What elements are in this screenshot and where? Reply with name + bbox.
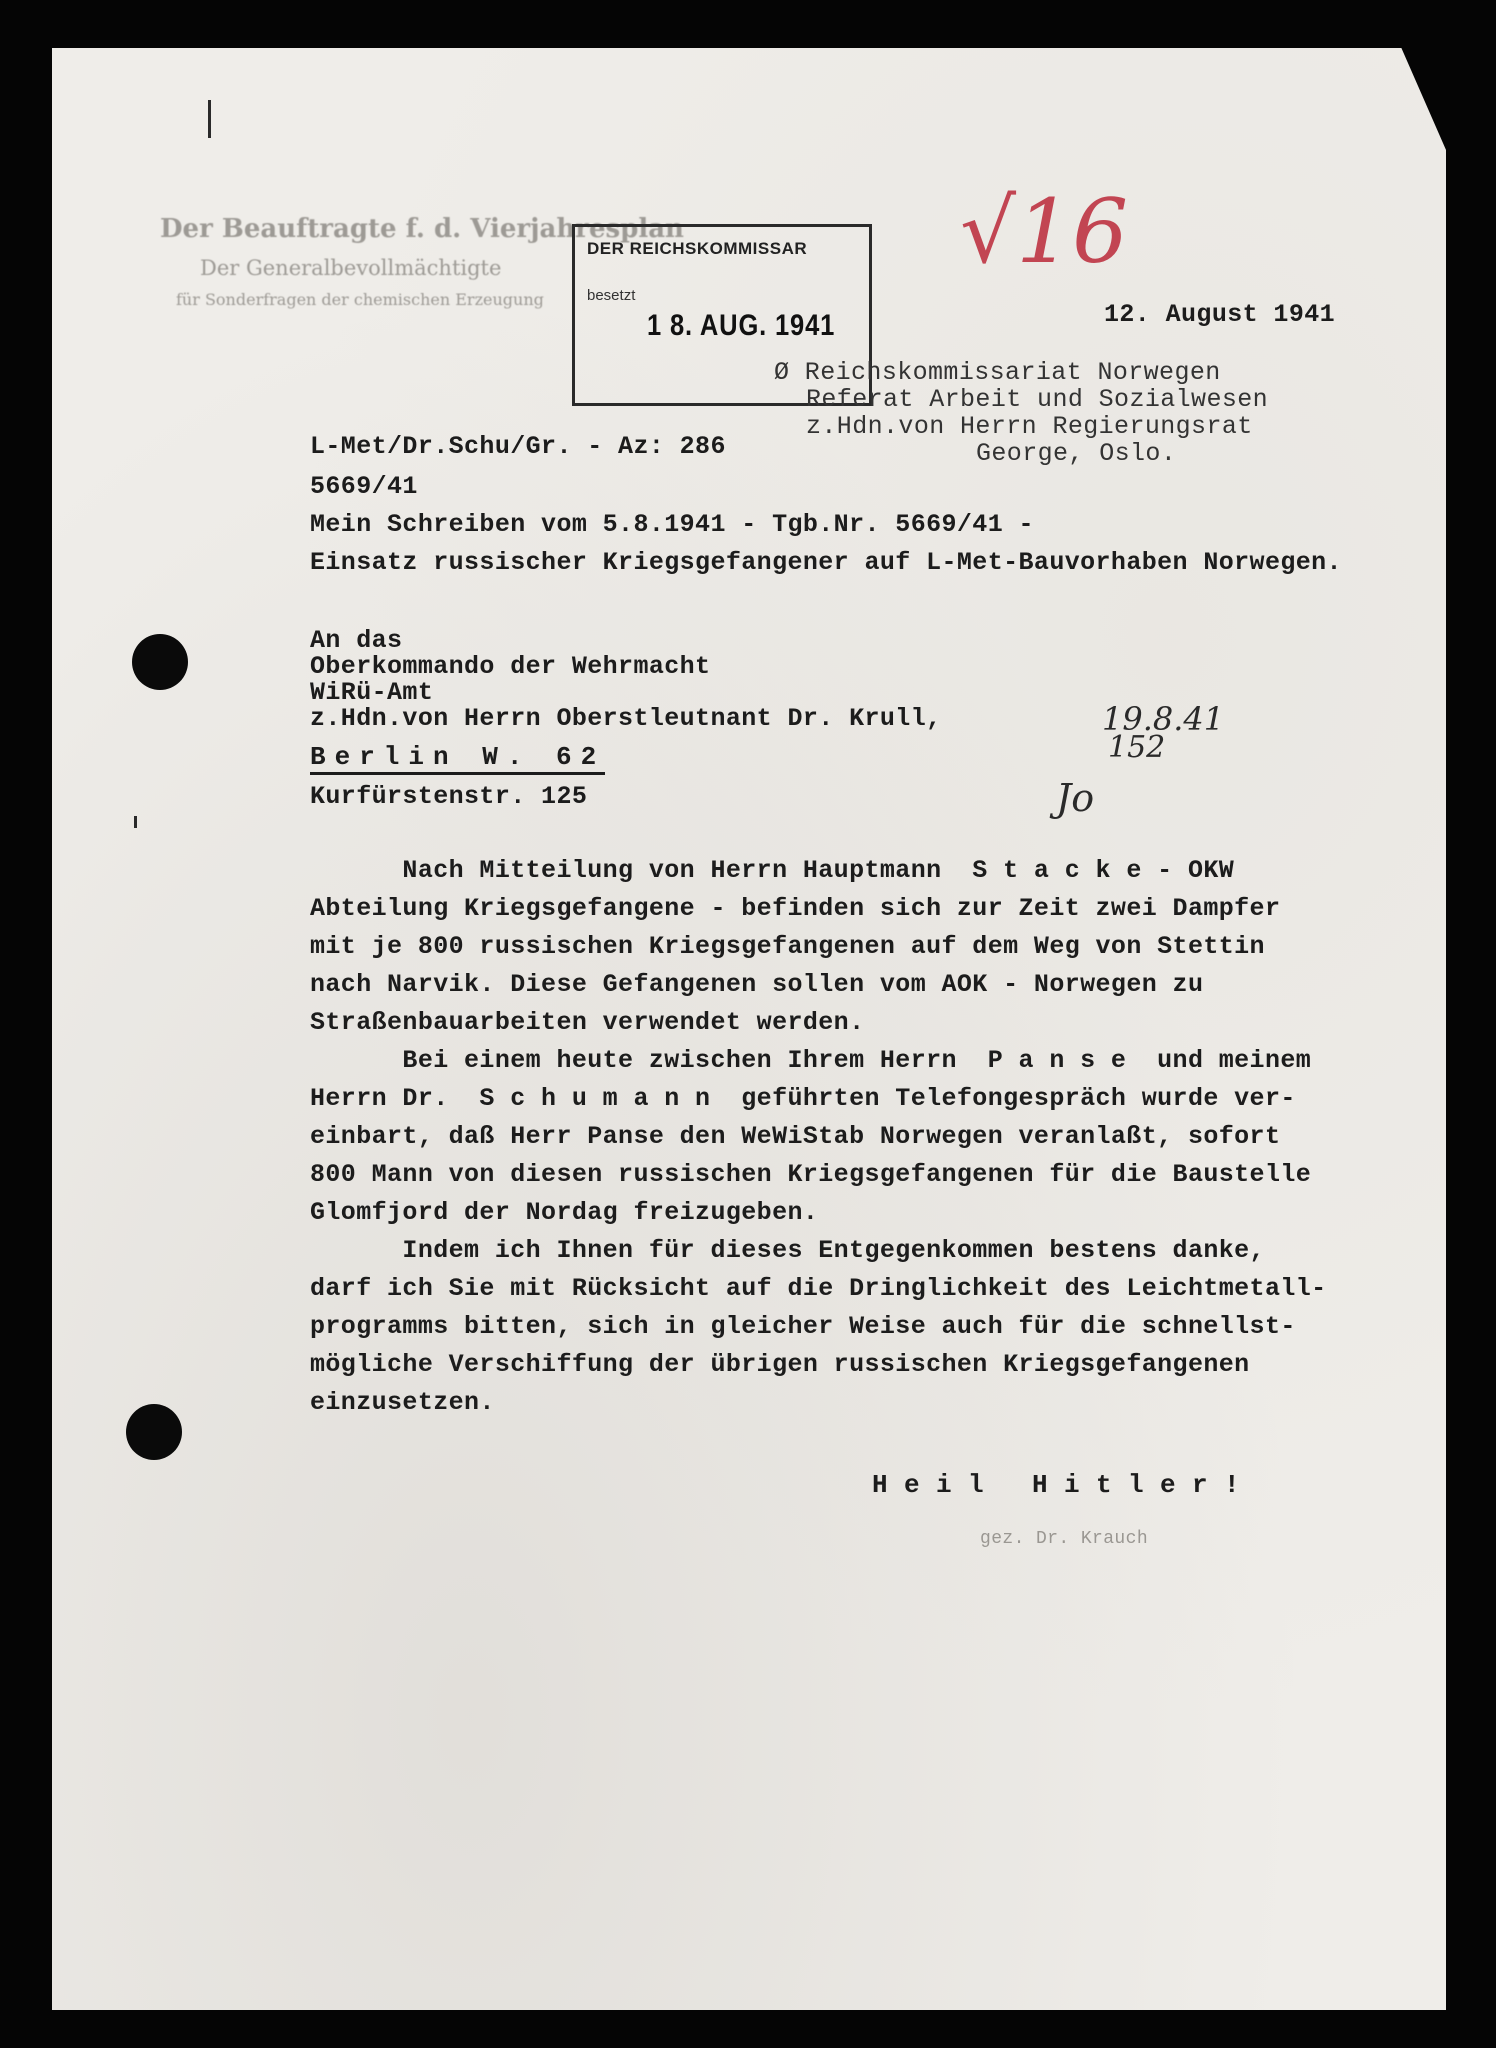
address-line-4: z.Hdn.von Herrn Oberstleutnant Dr. Krull, bbox=[310, 704, 942, 733]
address-line-3: WiRü-Amt bbox=[310, 678, 434, 707]
margin-tick bbox=[134, 816, 137, 828]
letterhead-line-2: Der Generalbevollmächtigte bbox=[200, 256, 502, 280]
stamp-date: 1 8. AUG. 1941 bbox=[647, 309, 836, 342]
reference-line-4: Einsatz russischer Kriegsgefangener auf L-Met-Bauvorhaben Norwegen. bbox=[310, 548, 1342, 577]
body-line: Nach Mitteilung von Herrn Hauptmann S t a c k e - OKW bbox=[310, 856, 1235, 885]
body-line: programms bitten, sich in gleicher Weise auch für die schnellst- bbox=[310, 1312, 1296, 1341]
letter-date: 12. August 1941 bbox=[1104, 300, 1336, 329]
reference-line-3: Mein Schreiben vom 5.8.1941 - Tgb.Nr. 5669/41 - bbox=[310, 510, 1034, 539]
body-line: Straßenbauarbeiten verwendet werden. bbox=[310, 1008, 865, 1037]
punch-hole-top bbox=[132, 634, 188, 690]
red-handwritten-mark: √16 bbox=[960, 180, 1129, 283]
reference-line-2: 5669/41 bbox=[310, 472, 418, 501]
cc-line-2: Referat Arbeit und Sozialwesen bbox=[806, 385, 1269, 414]
handwritten-note-2: 152 bbox=[1108, 730, 1166, 765]
body-line: Abteilung Kriegsgefangene - befinden sich zur Zeit zwei Dampfer bbox=[310, 894, 1281, 923]
body-line: mit je 800 russischen Kriegsgefangenen auf dem Weg von Stettin bbox=[310, 932, 1265, 961]
cc-line-4: George, Oslo. bbox=[976, 439, 1177, 468]
stamp-label: besetzt bbox=[587, 287, 636, 304]
body-line: einzusetzen. bbox=[310, 1388, 495, 1417]
signature-line: gez. Dr. Krauch bbox=[980, 1529, 1149, 1549]
address-city: Berlin W. 62 bbox=[310, 744, 605, 775]
closing-salutation: H e i l H i t l e r ! bbox=[872, 1470, 1241, 1500]
cc-line-3: z.Hdn.von Herrn Regierungsrat bbox=[806, 412, 1253, 441]
handwritten-note-1: 19.8.41 bbox=[1102, 700, 1225, 738]
body-line: Indem ich Ihnen für dieses Entgegenkommen bestens danke, bbox=[310, 1236, 1265, 1265]
body-line: nach Narvik. Diese Gefangenen sollen vom AOK - Norwegen zu bbox=[310, 970, 1204, 999]
body-line: Herrn Dr. S c h u m a n n geführten Telefongespräch wurde ver- bbox=[310, 1084, 1296, 1113]
handwritten-initial: Jo bbox=[1056, 776, 1095, 820]
punch-hole-bottom bbox=[126, 1404, 182, 1460]
margin-tick bbox=[208, 100, 211, 138]
body-line: Bei einem heute zwischen Ihrem Herrn P a n s e und meinem bbox=[310, 1046, 1312, 1075]
address-line-1: An das bbox=[310, 626, 403, 655]
stamp-title: DER REICHSKOMMISSAR bbox=[587, 239, 808, 258]
body-line: einbart, daß Herr Panse den WeWiStab Norwegen veranlaßt, sofort bbox=[310, 1122, 1281, 1151]
address-line-2: Oberkommando der Wehrmacht bbox=[310, 652, 711, 681]
body-line: darf ich Sie mit Rücksicht auf die Dringlichkeit des Leichtmetall- bbox=[310, 1274, 1327, 1303]
body-line: 800 Mann von diesen russischen Kriegsgefangenen für die Baustelle bbox=[310, 1160, 1312, 1189]
letterhead-line-3: für Sonderfragen der chemischen Erzeugung bbox=[176, 290, 544, 309]
letterhead-line-1: Der Beauftragte f. d. Vierjahresplan bbox=[160, 214, 684, 244]
reference-line-1: L-Met/Dr.Schu/Gr. - Az: 286 bbox=[310, 432, 726, 461]
body-line: mögliche Verschiffung der übrigen russischen Kriegsgefangenen bbox=[310, 1350, 1250, 1379]
body-line: Glomfjord der Nordag freizugeben. bbox=[310, 1198, 819, 1227]
address-street: Kurfürstenstr. 125 bbox=[310, 782, 588, 811]
cc-line-1: Ø Reichskommissariat Norwegen bbox=[774, 358, 1221, 387]
